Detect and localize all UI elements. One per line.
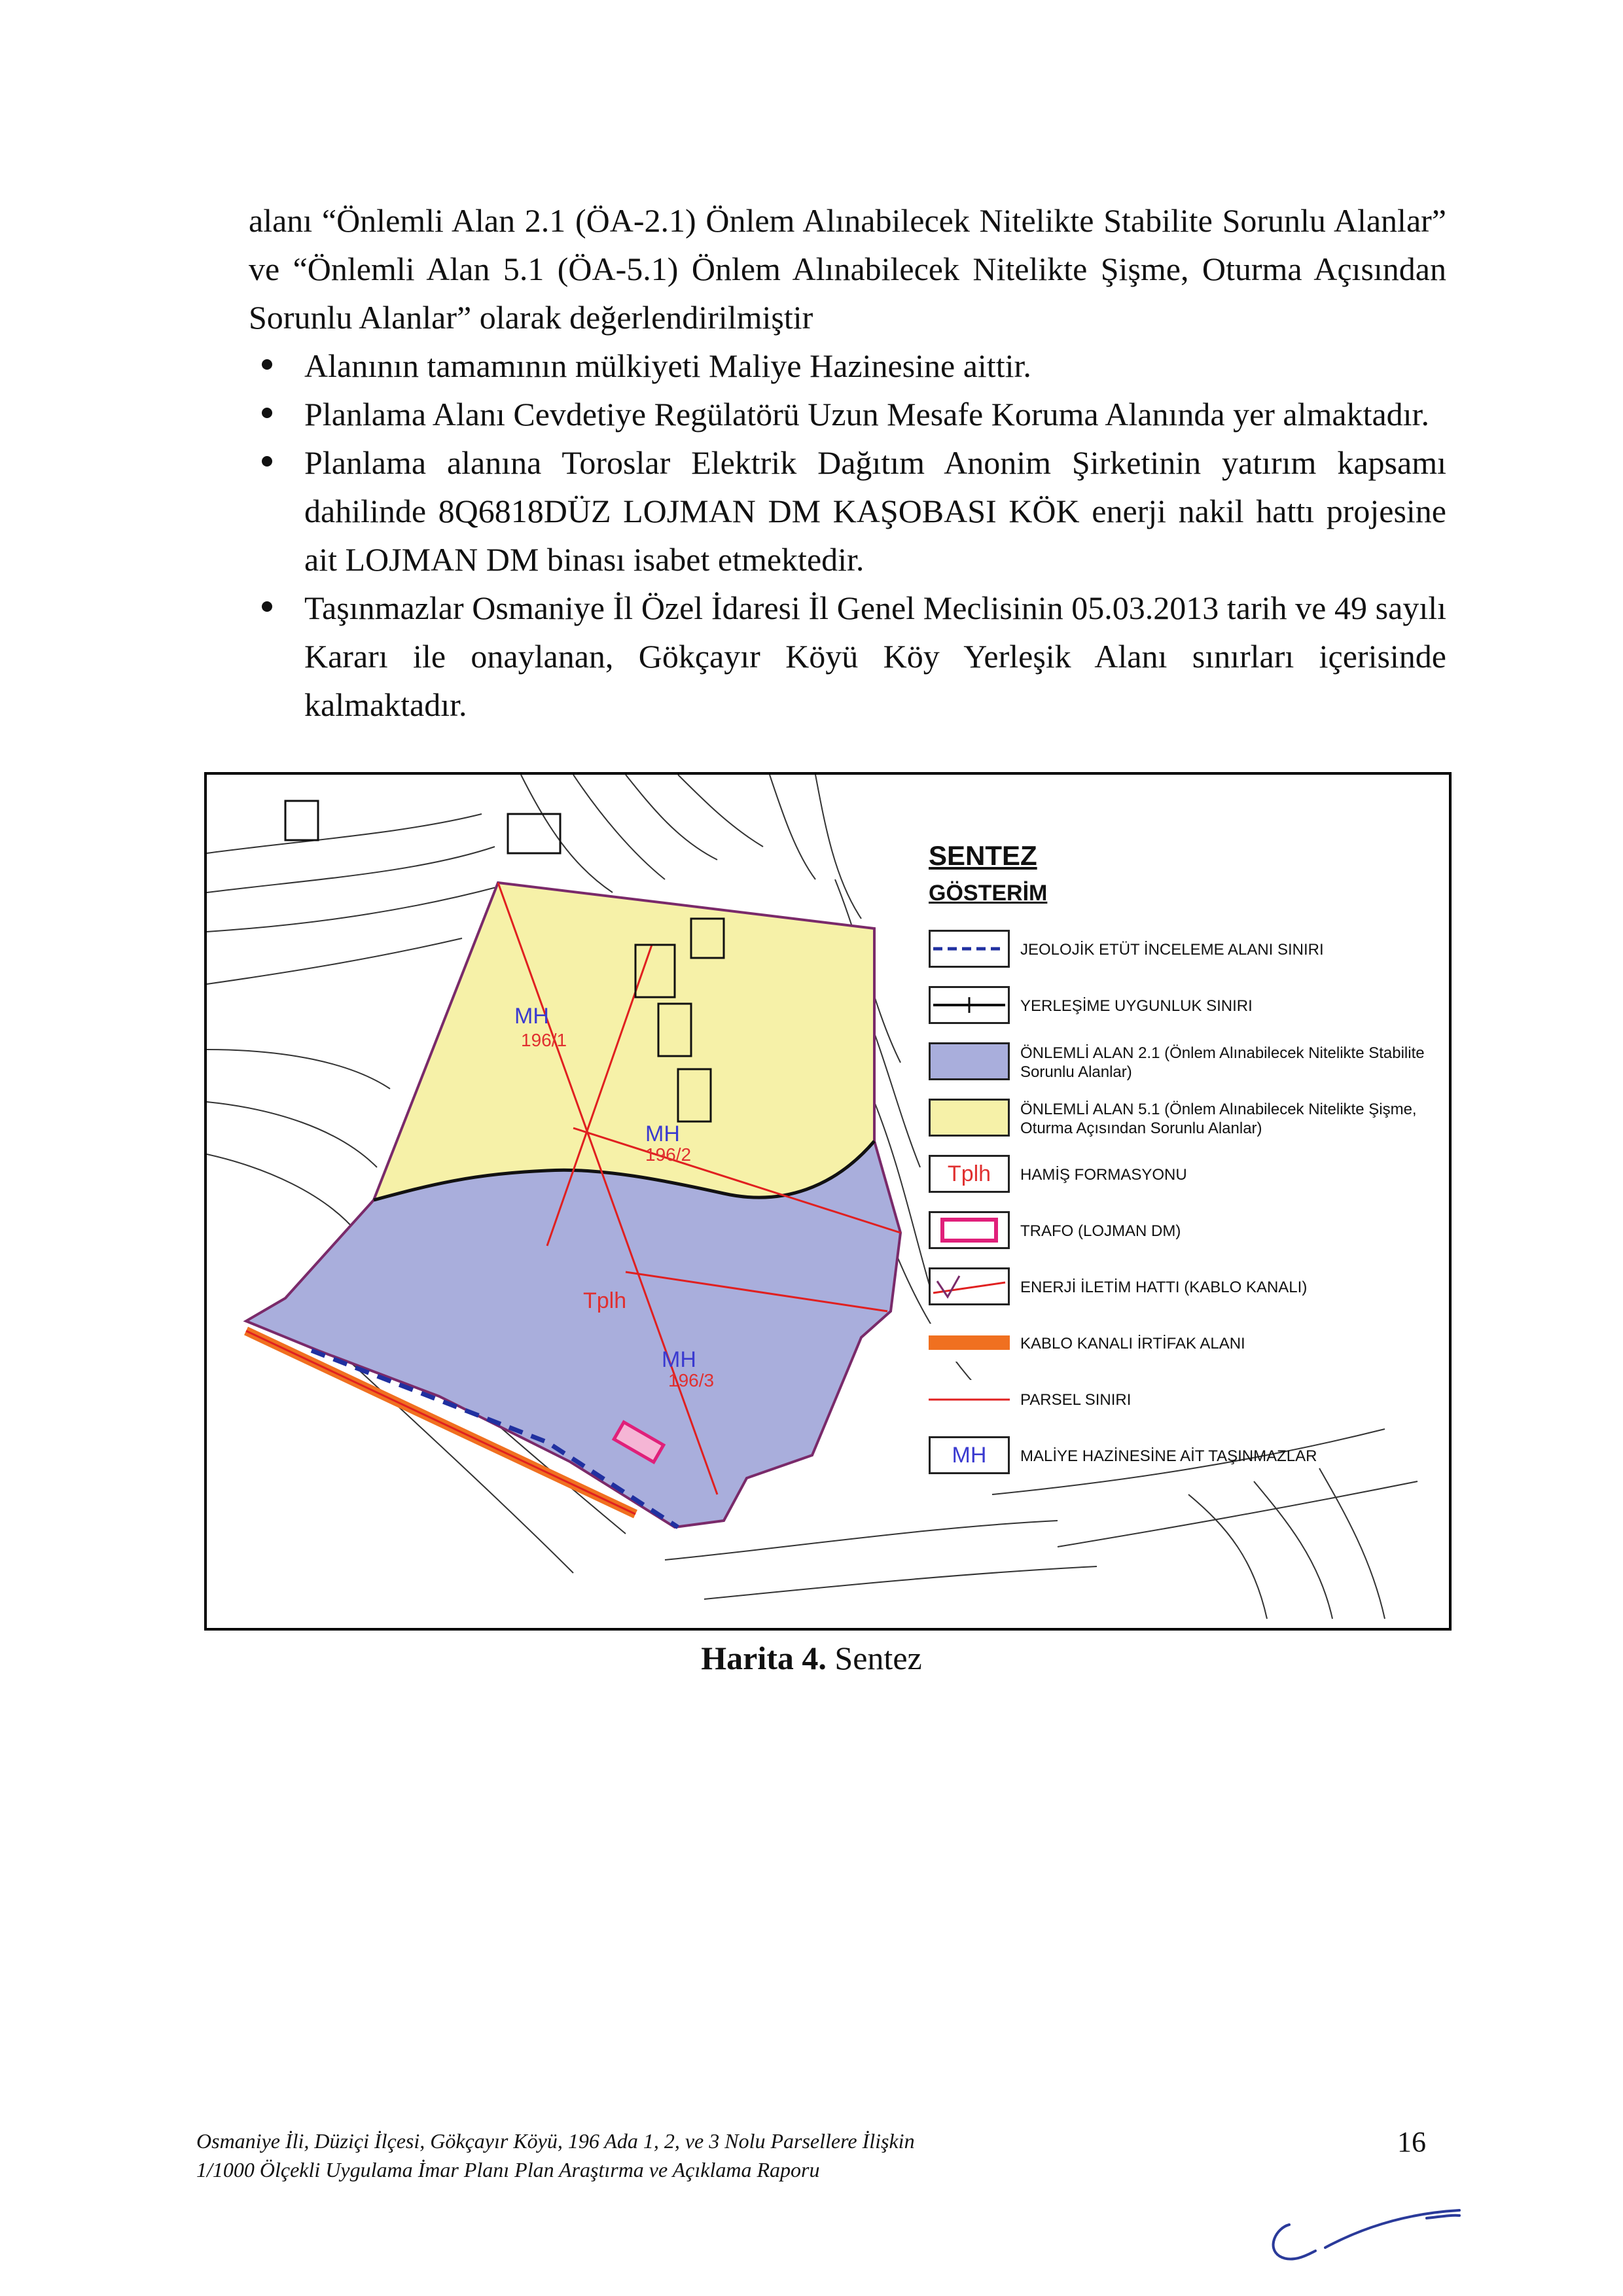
bullet-dot-icon	[262, 601, 272, 612]
legend-item: TRAFO (LOJMAN DM)	[917, 1207, 1440, 1258]
footer-line-1: Osmaniye İli, Düziçi İlçesi, Gökçayır Köyü, 196 Ada 1, 2, ve 3 Nolu Parsellere İlişkin	[196, 2129, 915, 2153]
legend-title: SENTEZ	[929, 840, 1037, 871]
caption-number: Harita 4.	[701, 1640, 827, 1676]
yellow-fill-icon	[929, 1099, 1010, 1137]
bullet-dot-icon	[262, 359, 272, 370]
red-line-icon	[929, 1380, 1010, 1418]
tick-line-icon	[929, 986, 1010, 1024]
bullet-dot-icon	[262, 456, 272, 467]
bullet-item: Taşınmazlar Osmaniye İl Özel İdaresi İl Genel Meclisinin 05.03.2013 tarih ve 49 sayılı Kararı ile onaylanan, Gökçayır Köyü Köy Yerleşik Alanı sınırları içerisinde kalmaktadır.	[249, 584, 1446, 729]
map-figure	[204, 772, 1452, 1631]
intro-paragraph: alanı “Önlemli Alan 2.1 (ÖA-2.1) Önlem Alınabilecek Nitelikte Stabilite Sorunlu Alanlar” ve “Önlemli Alan 5.1 (ÖA-5.1) Önlem Alınabilecek Nitelikte Şişme, Oturma Açısından Sorunlu Alanlar” olarak değerlendirilmiştir	[249, 202, 1446, 336]
orange-bar-icon	[929, 1324, 1010, 1362]
dashed-line-icon	[929, 930, 1010, 968]
map-label-mh-2: MH	[645, 1122, 680, 1146]
mh-label-icon: MH	[929, 1436, 1010, 1474]
legend-item: Tplh HAMİŞ FORMASYONU	[917, 1151, 1440, 1202]
caption-text: Sentez	[826, 1640, 922, 1676]
blue-fill-icon	[929, 1042, 1010, 1080]
pink-rect-icon	[929, 1211, 1010, 1249]
map-label-parcel-196-3: 196/3	[668, 1370, 715, 1390]
zone-5-1-fill	[374, 883, 874, 1200]
bullet-item: Alanının tamamının mülkiyeti Maliye Hazinesine aittir.	[249, 342, 1446, 390]
body-text	[249, 196, 1446, 729]
energy-line-icon	[929, 1267, 1010, 1305]
map-label-mh-1: MH	[514, 1004, 549, 1029]
legend-item: MH MALİYE HAZİNESİNE AİT TAŞINMAZLAR	[917, 1432, 1440, 1483]
legend-subtitle: GÖSTERİM	[929, 881, 1048, 906]
zone-2-1-fill	[246, 1141, 901, 1527]
map-label-tplh: Tplh	[583, 1288, 627, 1313]
map-label-mh-3: MH	[662, 1347, 696, 1372]
bullet-list	[249, 342, 1446, 729]
legend-item: ÖNLEMLİ ALAN 5.1 (Önlem Alınabilecek Nitelikte Şişme, Oturma Açısından Sorunlu Alanlar)	[917, 1095, 1440, 1146]
page-number: 16	[1397, 2126, 1426, 2158]
map-legend	[917, 840, 1440, 1489]
signature	[1263, 2199, 1486, 2270]
page-footer	[196, 2127, 1309, 2184]
legend-item: PARSEL SINIRI	[917, 1376, 1440, 1427]
map-label-parcel-196-2: 196/2	[645, 1144, 692, 1165]
legend-item: ÖNLEMLİ ALAN 2.1 (Önlem Alınabilecek Nitelikte Stabilite Sorunlu Alanlar)	[917, 1038, 1440, 1089]
legend-item: KABLO KANALI İRTİFAK ALANI	[917, 1320, 1440, 1371]
bullet-dot-icon	[262, 408, 272, 418]
bullet-item: Planlama alanına Toroslar Elektrik Dağıtım Anonim Şirketinin yatırım kapsamı dahilinde 8Q6818DÜZ LOJMAN DM KAŞOBASI KÖK enerji nakil hattı projesine ait LOJMAN DM binası isabet etmektedir.	[249, 438, 1446, 584]
bullet-item: Planlama Alanı Cevdetiye Regülatörü Uzun Mesafe Koruma Alanında yer almaktadır.	[249, 390, 1446, 438]
tplh-label-icon: Tplh	[929, 1155, 1010, 1193]
legend-item: ENERJİ İLETİM HATTI (KABLO KANALI)	[917, 1263, 1440, 1315]
legend-item: YERLEŞİME UYGUNLUK SINIRI	[917, 982, 1440, 1033]
legend-item: JEOLOJİK ETÜT İNCELEME ALANI SINIRI	[917, 926, 1440, 977]
figure-caption	[0, 1639, 1623, 1677]
map-label-parcel-196-1: 196/1	[521, 1030, 567, 1050]
footer-line-2: 1/1000 Ölçekli Uygulama İmar Planı Plan Araştırma ve Açıklama Raporu	[196, 2158, 820, 2181]
